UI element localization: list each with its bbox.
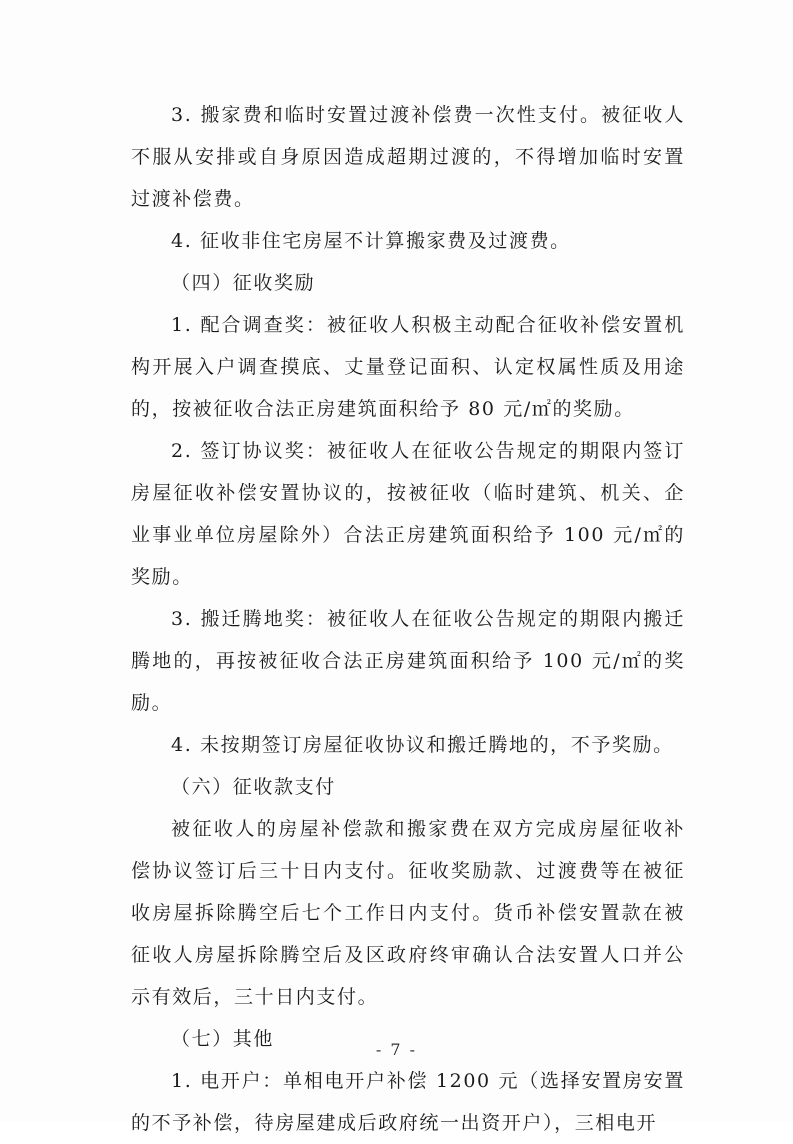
paragraph-moving-fee-payment: 3. 搬家费和临时安置过渡补偿费一次性支付。被征收人不服从安排或自身原因造成超期过渡的，不得增加临时安置过渡补偿费。 [131,104,685,210]
paragraph-non-residential: 4. 征收非住宅房屋不计算搬家费及过渡费。 [171,230,571,252]
paragraph-no-reward: 4. 未按期签订房屋征收协议和搬迁腾地的，不予奖励。 [171,734,674,756]
paragraph-relocation-reward: 3. 搬迁腾地奖：被征收人在征收公告规定的期限内搬迁腾地的，再按被征收合法正房建筑面积给予 100 元/㎡的奖励。 [131,608,685,714]
paragraph-payment-terms: 被征收人的房屋补偿款和搬家费在双方完成房屋征收补偿协议签订后三十日内支付。征收奖励款、过渡费等在被征收房屋拆除腾空后七个工作日内支付。货币补偿安置款在被征收人房屋拆除腾空后及区政府终审确认合法安置人口并公示有效后，三十日内支付。 [131,818,685,1008]
paragraph-survey-reward: 1. 配合调查奖：被征收人积极主动配合征收补偿安置机构开展入户调查摸底、丈量登记面积、认定权属性质及用途的，按被征收合法正房建筑面积给予 80 元/㎡的奖励。 [131,314,685,420]
page-number: - 7 - [375,1040,418,1059]
paragraph-electricity: 1. 电开户：单相电开户补偿 1200 元（选择安置房安置的不予补偿，待房屋建成后政府统一出资开户），三相电开 [131,1070,685,1134]
document-body [131,94,685,1144]
section-heading-incentives: （四）征收奖励 [171,272,316,294]
section-heading-payment: （六）征收款支付 [171,776,336,798]
paragraph-agreement-reward: 2. 签订协议奖：被征收人在征收公告规定的期限内签订房屋征收补偿安置协议的，按被征收（临时建筑、机关、企业事业单位房屋除外）合法正房建筑面积给予 100 元/㎡的奖励。 [131,440,685,588]
section-heading-other: （七）其他 [171,1028,275,1050]
